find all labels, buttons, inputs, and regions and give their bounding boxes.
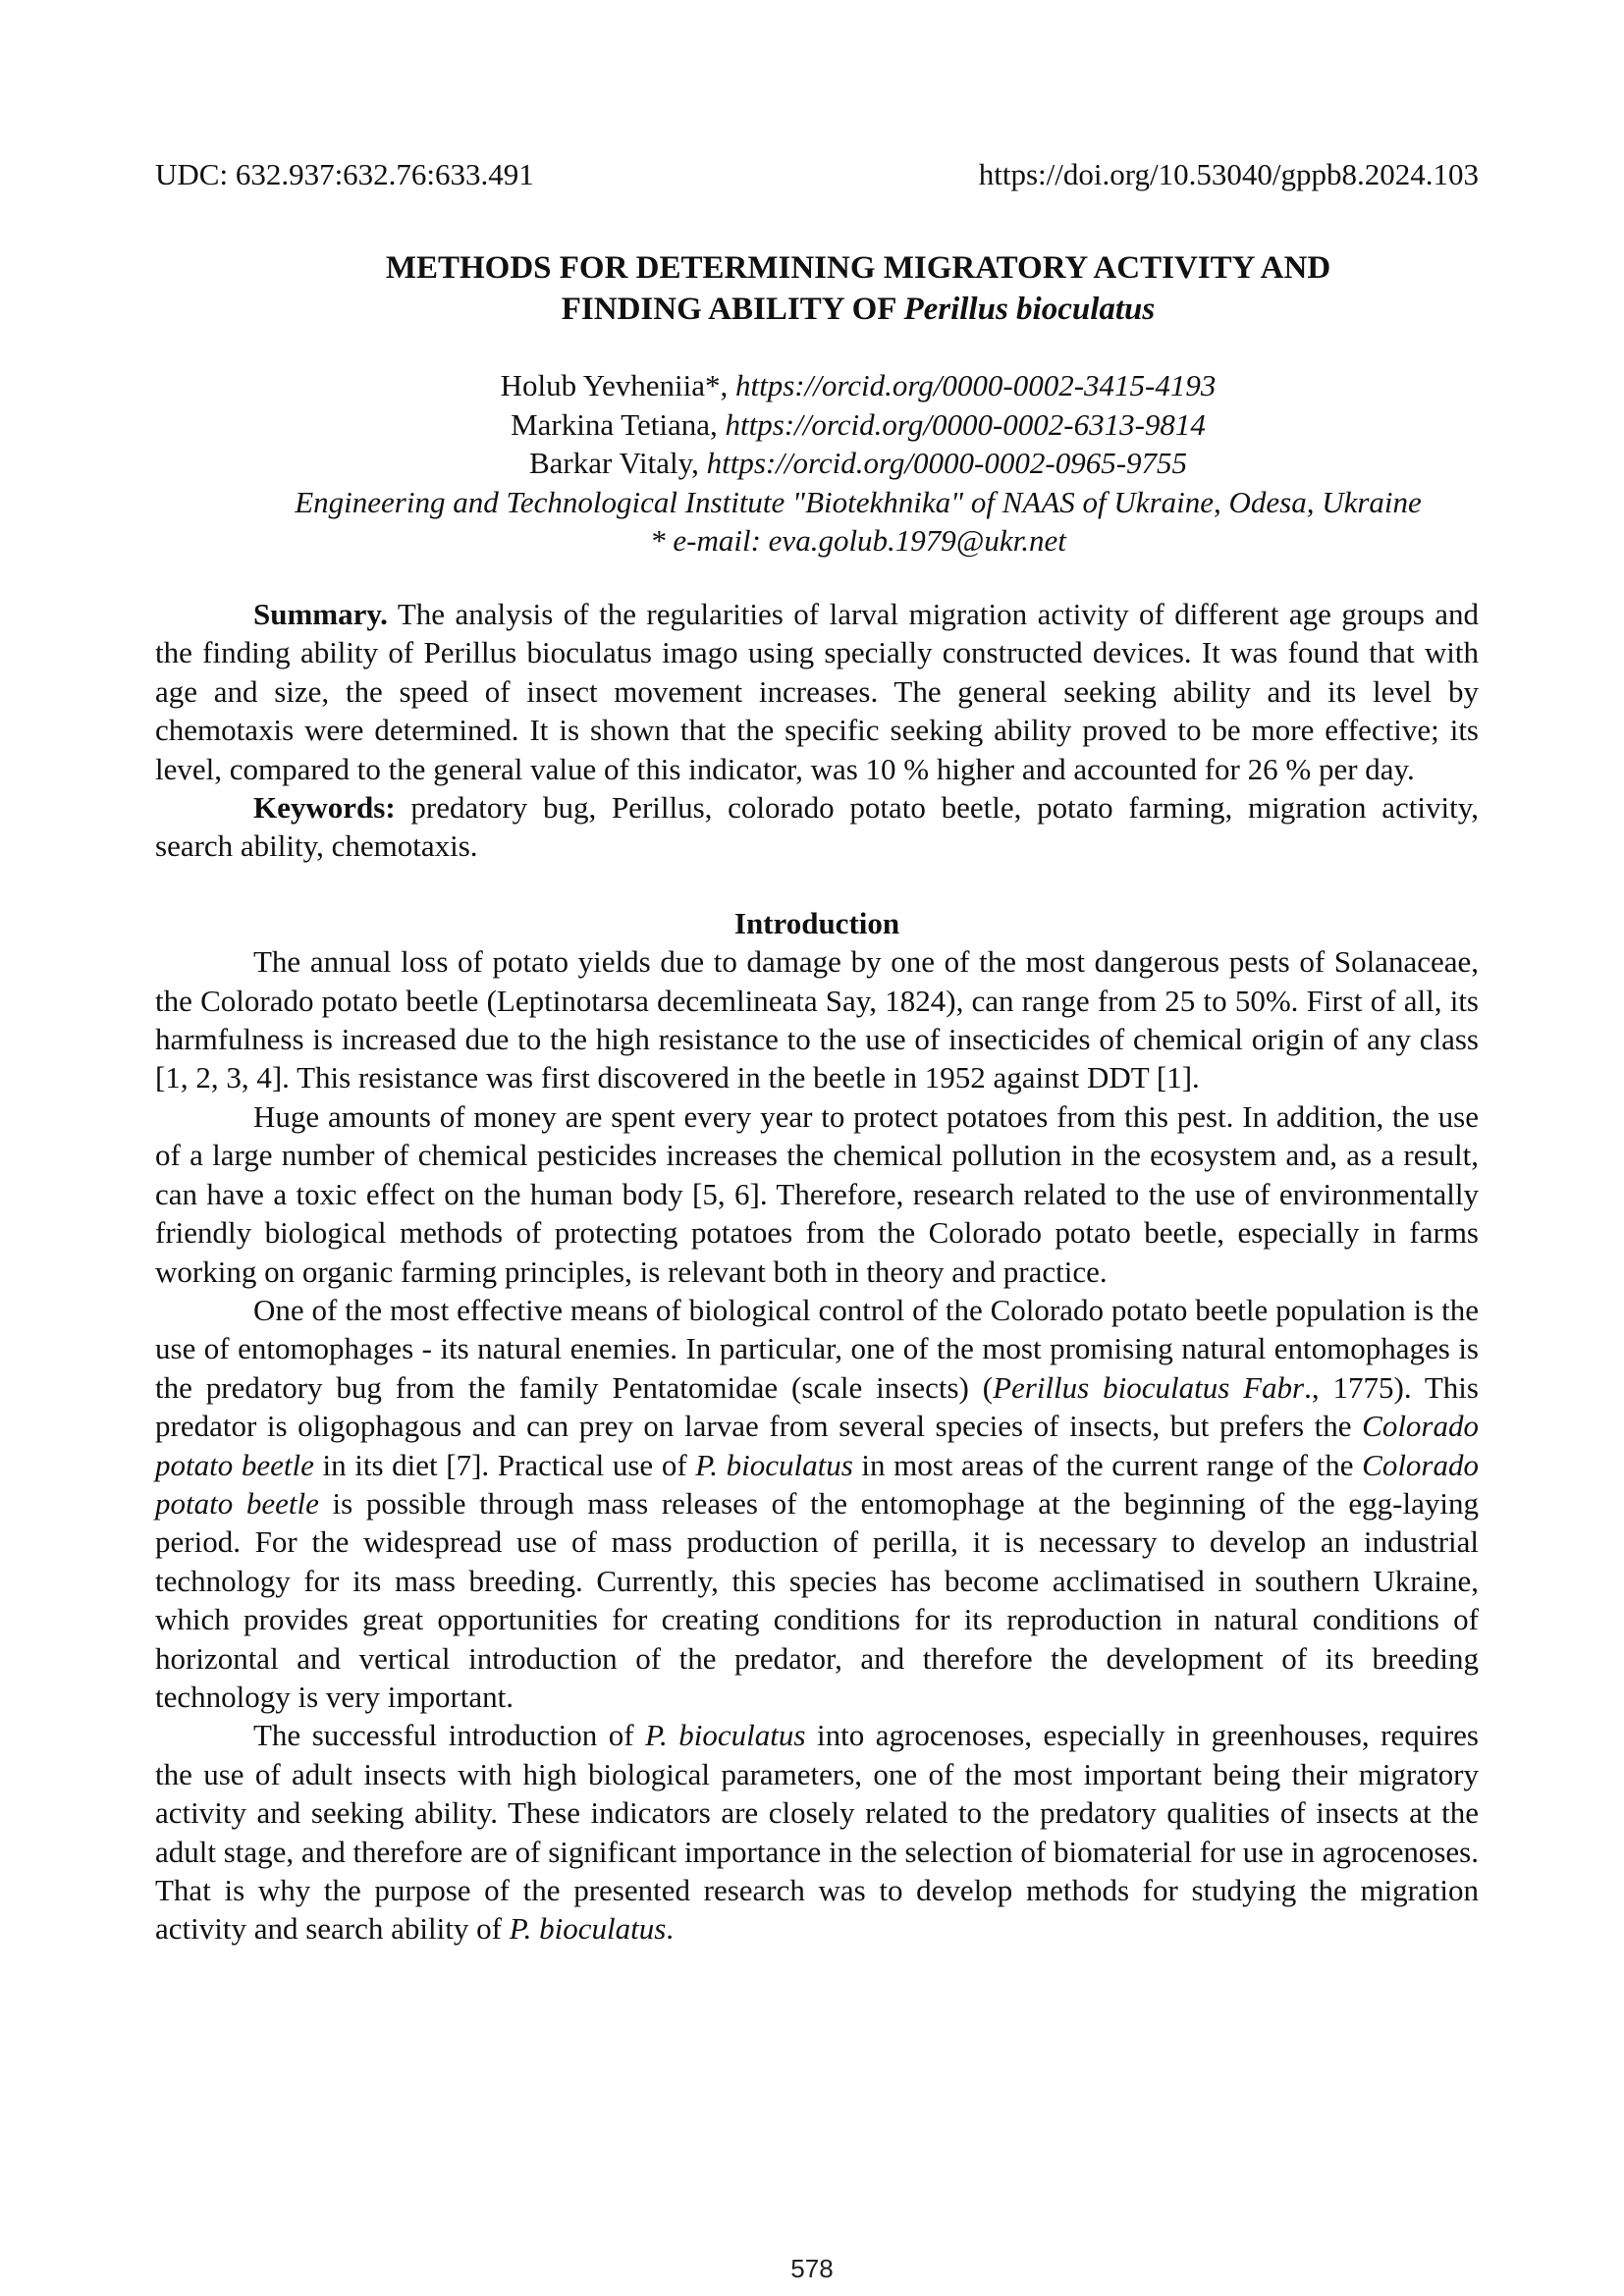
summary-text: The analysis of the regularities of larval migration activity of different age groups and the finding ability of Perillus bioculatus imago using specially constructed devices. It was found that with age and size, the speed of insect movement increases. The general seeking ability and its level by chemotaxis were determined. It is shown that the specific seeking ability proved to be more effective; its level, compared to the general value of this indicator, was 10 % higher and accounted for 26 % per day.	[155, 597, 1479, 786]
intro-paragraph-4: The successful introduction of P. bioculatus into agrocenoses, especially in greenhouses, requires the use of adult insects with high biological parameters, one of the most important being their migratory activity and seeking ability. These indicators are closely related to the predatory qualities of insects at the adult stage, and therefore are of significant importance in the selection of biomaterial for use in agrocenoses. That is why the purpose of the presented research was to develop methods for studying the migration activity and search ability of P. bioculatus.	[155, 1718, 1479, 1947]
keywords-label: Keywords:	[253, 790, 396, 826]
author-1	[238, 366, 1479, 405]
intro-paragraph-1: The annual loss of potato yields due to damage by one of the most dangerous pests of Solanaceae, the Colorado potato beetle (Leptinotarsa decemlineata Say, 1824), can range from 25 to 50%. First of all, its harmfulness is increased due to the high resistance to the use of insecticides of chemical origin of any class [1, 2, 3, 4]. This resistance was first discovered in the beetle in 1952 against DDT [1].	[155, 944, 1479, 1095]
title-line-2-plain: FINDING ABILITY OF	[561, 292, 904, 327]
udc-code: UDC: 632.937:632.76:633.491	[155, 157, 534, 191]
summary-paragraph	[155, 595, 1479, 788]
summary-label: Summary.	[253, 597, 388, 631]
affiliation: Engineering and Technological Institute "Biotekhnika" of NAAS of Ukraine, Odesa, Ukraine	[295, 484, 1422, 519]
author-orcid-link[interactable]: https://orcid.org/0000-0002-3415-4193	[735, 368, 1217, 402]
keywords-paragraph	[155, 788, 1479, 866]
intro-paragraph-3: One of the most effective means of biological control of the Colorado potato beetle population is the use of entomophages - its natural enemies. In particular, one of the most promising natural entomophages is the predatory bug from the family Pentatomidae (scale insects) (Perillus bioculatus Fabr., 1775). This predator is oligophagous and can prey on larvae from several species of insects, but prefers the Colorado potato beetle in its diet [7]. Practical use of P. bioculatus in most areas of the current range of the Colorado potato beetle is possible through mass releases of the entomophage at the beginning of the egg-laying period. For the widespread use of mass production of perilla, it is necessary to develop an industrial technology for its mass breeding. Currently, this species has become acclimatised in southern Ukraine, which provides great opportunities for creating conditions for its reproduction in natural conditions of horizontal and vertical introduction of the predator, and therefore the development of its breeding technology is very important.	[155, 1292, 1479, 1714]
author-3	[238, 444, 1479, 483]
author-orcid-link[interactable]: https://orcid.org/0000-0002-0965-9755	[706, 446, 1188, 480]
author-2	[238, 405, 1479, 445]
author-name: Holub Yevheniia*,	[500, 368, 735, 402]
author-block	[155, 366, 1479, 561]
title-line-1: METHODS FOR DETERMINING MIGRATORY ACTIVITY AND	[385, 250, 1331, 286]
paper-title	[155, 247, 1479, 330]
author-name: Markina Tetiana,	[511, 406, 726, 442]
keywords-text: predatory bug, Perillus, colorado potato beetle, potato farming, migration activity, search ability, chemotaxis.	[155, 790, 1479, 864]
title-line-2	[238, 289, 1479, 330]
author-orcid-link[interactable]: https://orcid.org/0000-0002-6313-9814	[725, 406, 1206, 442]
article-body	[155, 595, 1479, 1949]
author-name: Barkar Vitaly,	[528, 446, 707, 480]
title-species-name: Perillus bioculatus	[903, 292, 1156, 327]
page-header	[155, 157, 1479, 196]
intro-paragraph-2: Huge amounts of money are spent every year to protect potatoes from this pest. In addition, the use of a large number of chemical pesticides increases the chemical pollution in the ecosystem and, as a result, can have a toxic effect on the human body [5, 6]. Therefore, research related to the use of environmentally friendly biological methods of protecting potatoes from the Colorado potato beetle, especially in farms working on organic farming principles, is relevant both in theory and practice.	[155, 1098, 1479, 1289]
section-heading-introduction: Introduction	[733, 905, 900, 940]
contact-email: * e-mail: eva.golub.1979@ukr.net	[650, 523, 1066, 558]
doi-link[interactable]: https://doi.org/10.53040/gppb8.2024.103	[978, 157, 1479, 191]
page-number: 578	[790, 2254, 834, 2283]
